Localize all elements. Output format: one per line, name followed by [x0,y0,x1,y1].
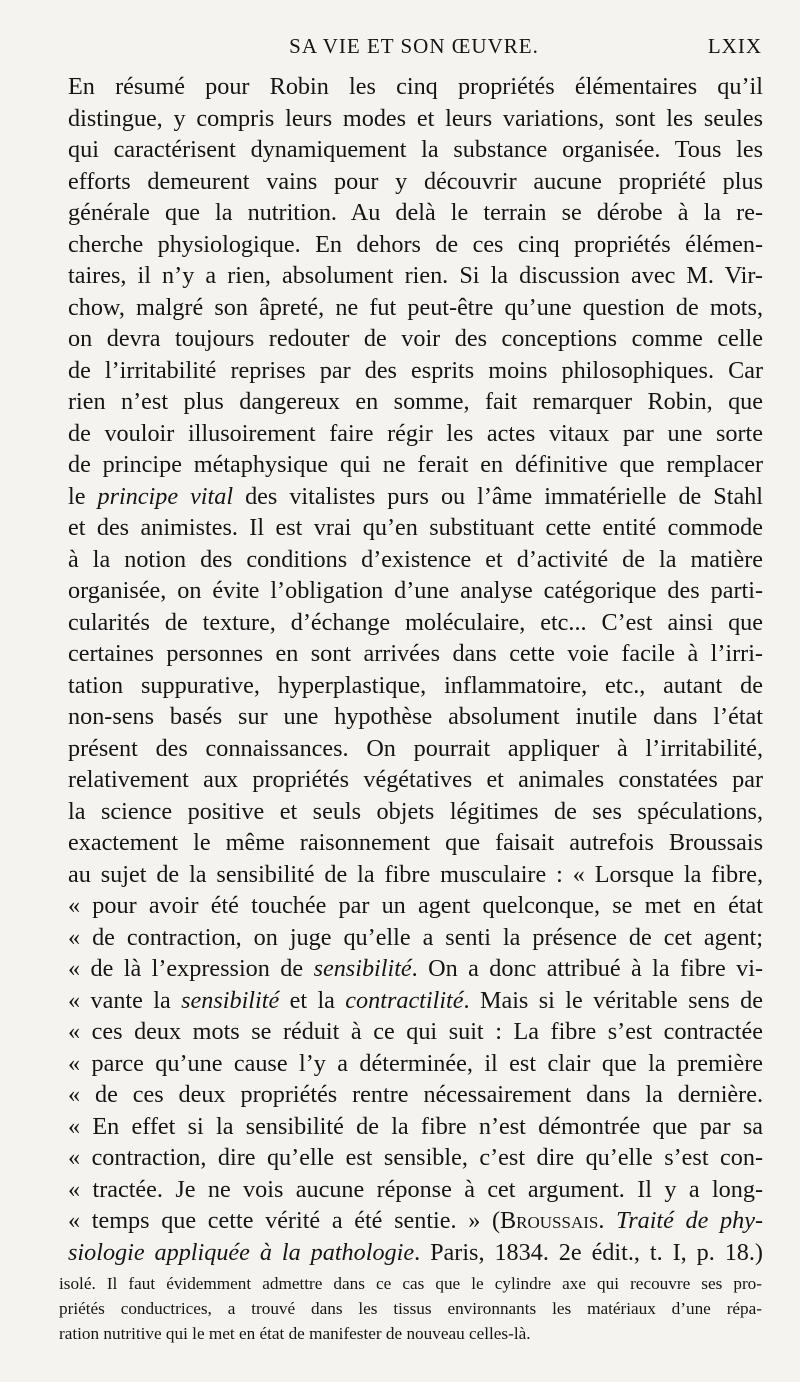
text-line: au sujet de la sensibilité de la fibre musculaire : « Lorsque la fibre, [68,860,763,888]
footnote-line: isolé. Il faut évidemment admettre dans ce cas que le cylindre axe qui recouvre ses pro- [59,1274,762,1293]
text-line: taires, il n’y a rien, absolument rien. Si la discussion avec M. Vir- [68,262,763,289]
text-line: cularités de texture, d’échange moléculaire, etc... C’est ainsi que [68,608,763,636]
quote-line: « de ces deux propriétés rentre nécessairement dans la dernière. [68,1081,763,1108]
text-line: de l’irritabilité reprises par des esprits moins philosophiques. Car [68,356,763,384]
text-run: . [598,1207,617,1234]
text-line: exactement le même raisonnement que faisait autrefois Broussais [68,829,763,856]
text-line: de principe métaphysique qui ne ferait en définitive que remplacer [68,451,763,478]
text-run: et la [279,986,346,1014]
citation-line [68,1237,763,1269]
text-run: « vante la [68,986,182,1014]
citation-line [68,1205,763,1237]
text-run: . Mais si le véritable sens de [463,986,763,1014]
italic-term: contractilité [345,986,464,1014]
footnote-line: ration nutritive qui le met en état de manifester de nouveau celles-là. [59,1324,531,1343]
running-title: SA VIE ET SON ŒUVRE. [289,34,539,58]
quote-line: « contraction, dire qu’elle est sensible, c’est dire qu’elle s’est con- [68,1144,763,1171]
text-line: organisée, on évite l’obligation d’une analyse catégorique des parti- [68,577,763,604]
citation-details: . Paris, 1834. 2e édit., t. I, p. 18.) [414,1238,763,1266]
page-header [66,34,762,60]
text-line: qui caractérisent dynamiquement la substance organisée. Tous les [68,136,763,163]
text-line: En résumé pour Robin les cinq propriétés élémentaires qu’il [68,73,763,100]
main-paragraph [68,71,763,1268]
footnote-line: priétés conductrices, a trouvé dans les tissus environnants les matériaux d’une répa- [59,1299,762,1318]
quote-line: « tractée. Je ne vois aucune réponse à cet argument. Il y a long- [68,1175,763,1203]
text-run: « temps que cette vérité a été sentie. » ( [68,1207,501,1234]
text-line: générale que la nutrition. Au delà le terrain se dérobe à la re- [68,199,763,226]
text-line: la science positive et seuls objets légitimes de ses spéculations, [68,797,763,825]
text-line: certaines personnes en sont arrivées dans cette voie facile à l’irri- [68,640,763,667]
text-line: cherche physiologique. En dehors de ces cinq propriétés élémen- [68,230,763,258]
cited-title: Traité de phy- [616,1207,764,1234]
text-line: présent des connaissances. On pourrait appliquer à l’irritabilité, [68,734,763,762]
text-line: et des animistes. Il est vrai qu’en substituant cette entité commode [68,514,763,541]
text-line: de vouloir illusoirement faire régir les actes vitaux par une sorte [68,419,763,447]
text-line: chow, malgré son âpreté, ne fut peut-être qu’une question de mots, [68,293,763,321]
text-line: efforts demeurent vains pour y découvrir aucune propriété plus [68,167,763,195]
text-line: à la notion des conditions d’existence et d’activité de la matière [68,545,763,573]
text-line: distingue, y compris leurs modes et leurs variations, sont les seules [68,104,763,132]
quote-line: « parce qu’une cause l’y a déterminée, il est clair que la première [68,1049,763,1077]
text-line-with-italic [68,481,763,513]
cited-author: Broussais [500,1207,599,1234]
quote-line: « pour avoir été touchée par un agent quelconque, se met en état [68,892,763,919]
italic-term: principe vital [97,482,234,510]
text-line: rien n’est plus dangereux en somme, fait remarquer Robin, que [68,388,763,415]
quote-line: « ces deux mots se réduit à ce qui suit : La fibre s’est contractée [68,1018,763,1045]
quote-line: « de contraction, on juge qu’elle a senti la présence de cet agent; [68,923,763,951]
italic-term: sensibilité [313,955,412,982]
text-line: tation suppurative, hyperplastique, inflammatoire, etc., autant de [68,671,763,699]
text-run: . On a donc attribué à la fibre vi- [411,955,764,982]
quote-line-with-italic [68,953,763,985]
quote-line: « En effet si la sensibilité de la fibre n’est démontrée que par sa [68,1112,763,1140]
text-line: on devra toujours redouter de voir des conceptions comme celle [68,325,763,352]
page-number: LXIX [707,34,762,58]
text-run: « de là l’expression de [68,955,314,982]
text-run: des vitalistes purs ou l’âme immatérielle de Stahl [233,482,763,510]
cited-title: siologie appliquée à la pathologie [68,1238,415,1266]
text-run: le [68,482,98,510]
text-line: relativement aux propriétés végétatives et animales constatées par [68,766,763,793]
footnote [59,1271,762,1346]
quote-line-with-italic [68,985,763,1017]
italic-term: sensibilité [181,986,280,1014]
text-line: non-sens basés sur une hypothèse absolument inutile dans l’état [68,703,763,730]
